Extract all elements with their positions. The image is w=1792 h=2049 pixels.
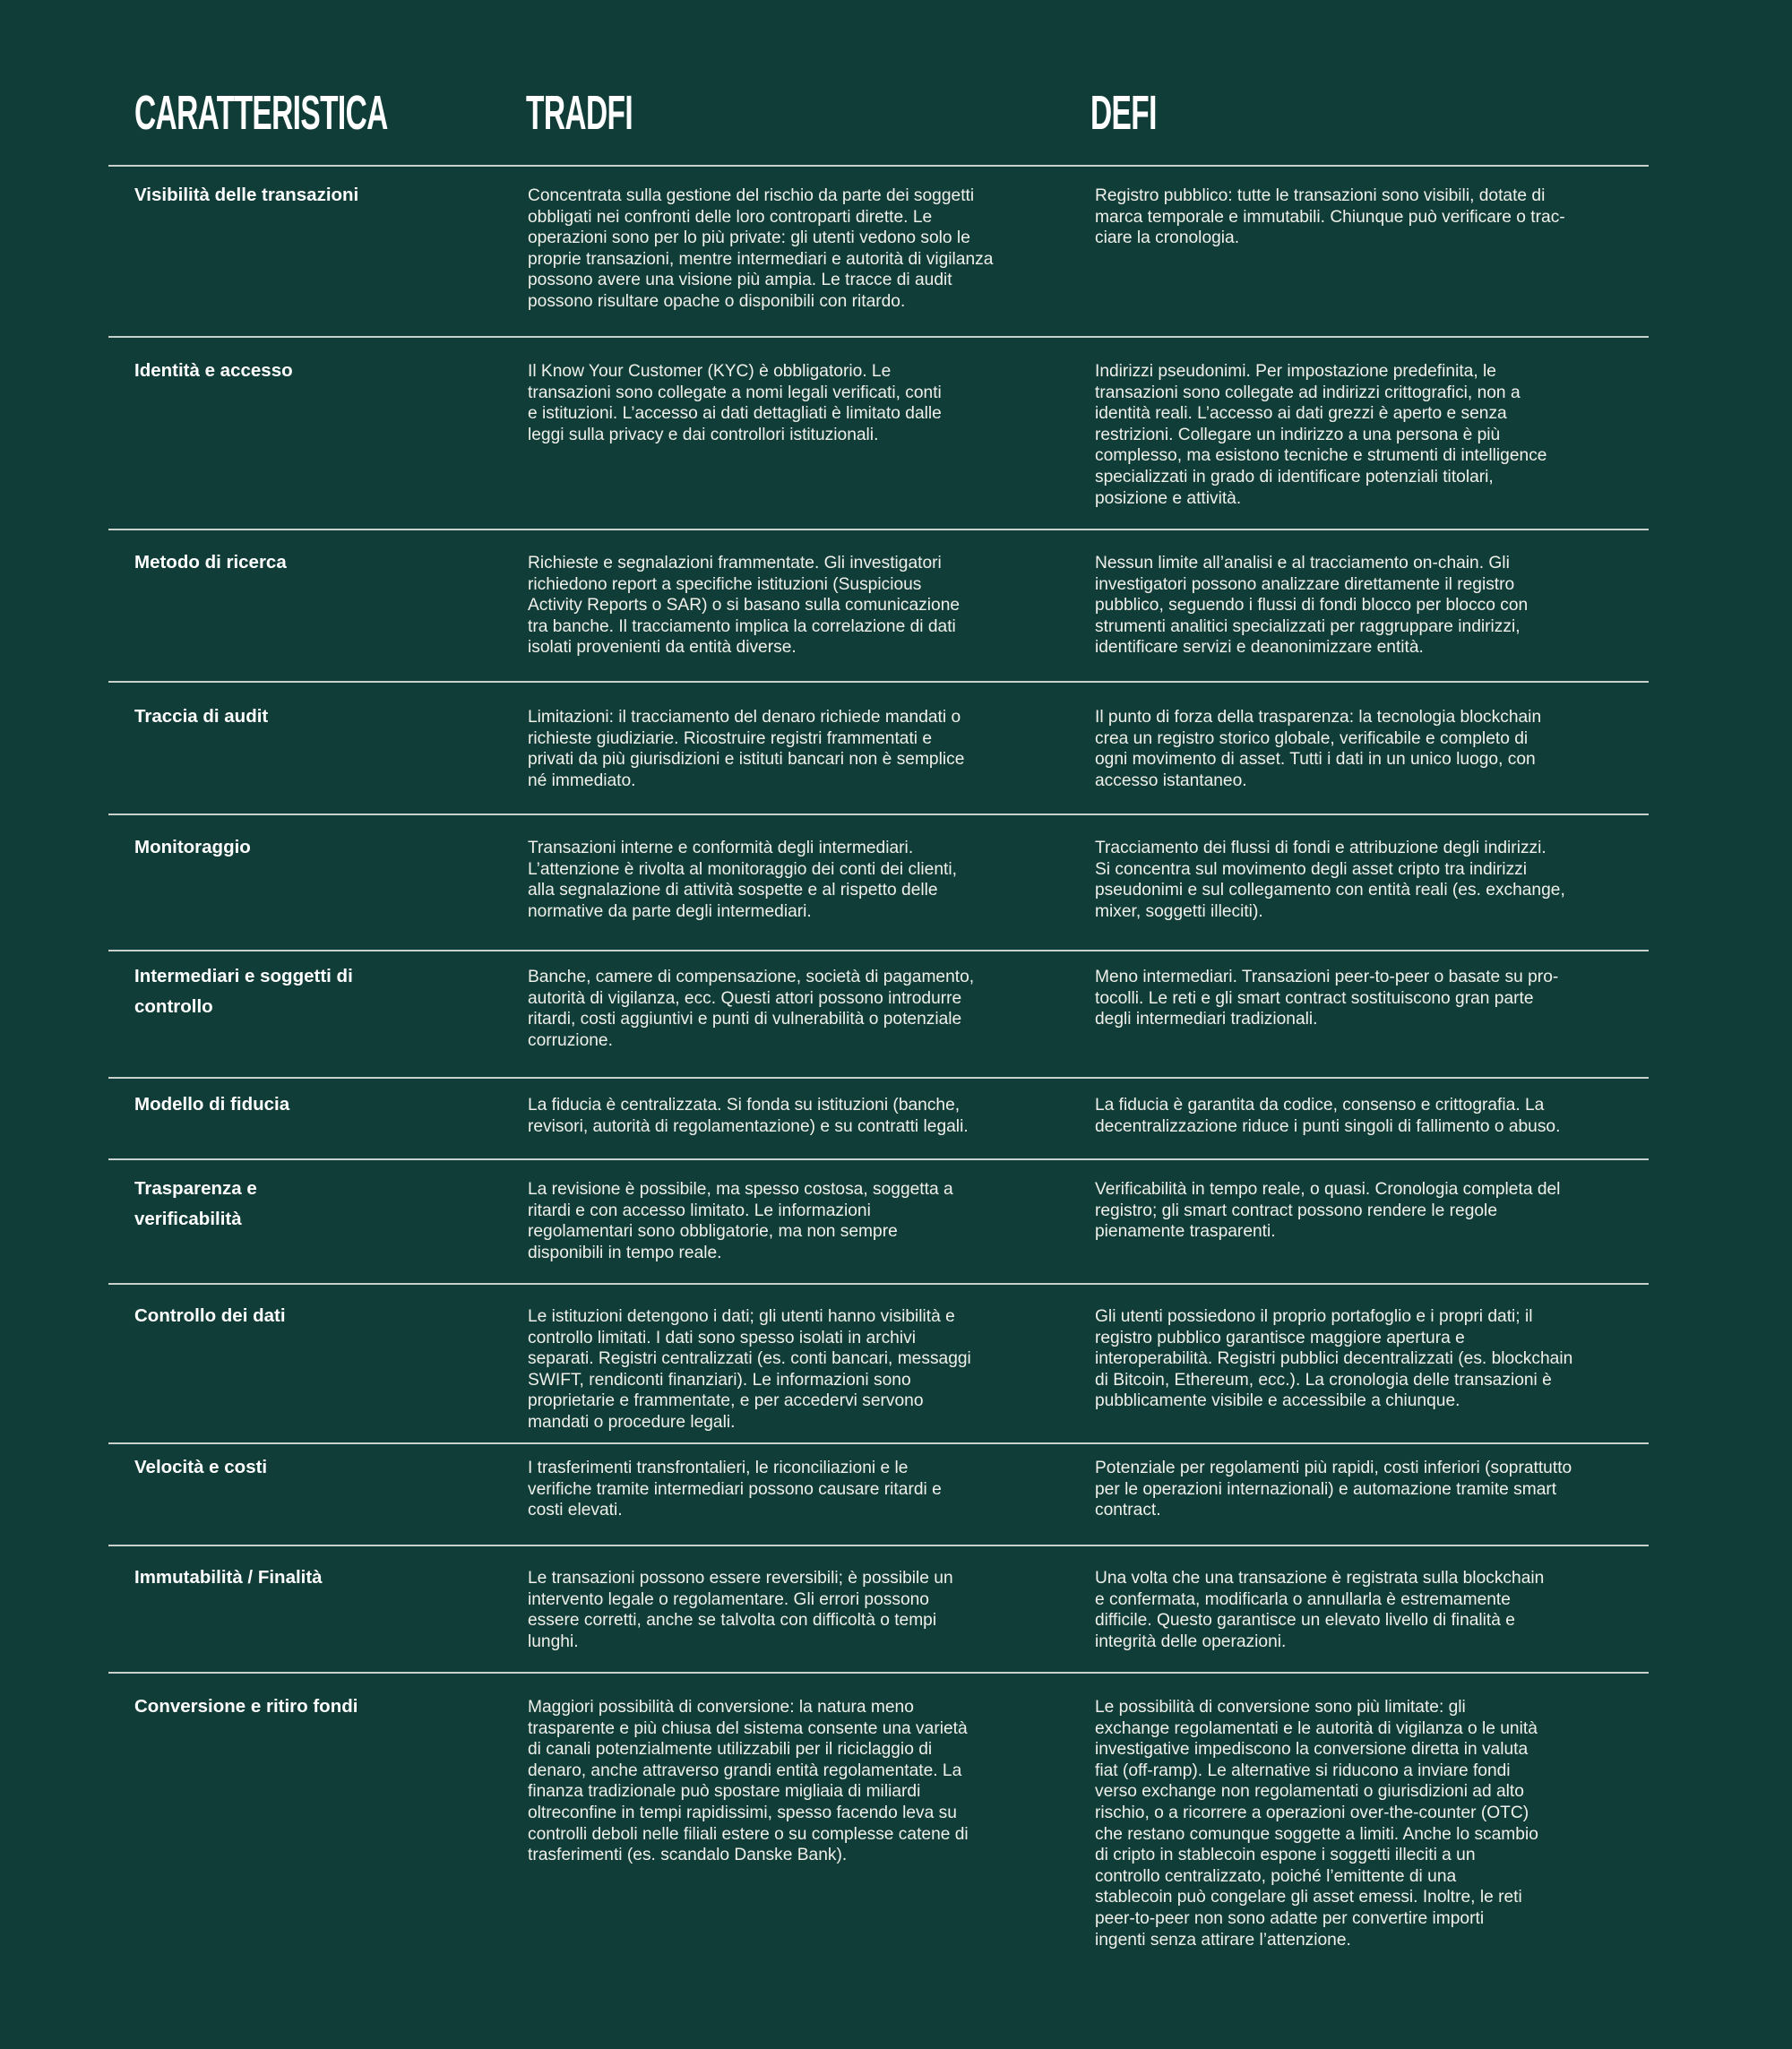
defi-text-line: fiat (off-ramp). Le alternative si riducono a inviare fondi — [1095, 1761, 1511, 1780]
feature-cell: Identità e accesso — [134, 360, 293, 381]
feature-cell: Modello di fiducia — [134, 1094, 290, 1115]
defi-text-line: contract. — [1095, 1501, 1161, 1520]
defi-text-line: Registro pubblico: tutte le transazioni sono visibili, dotate di — [1095, 186, 1546, 205]
defi-cell — [1095, 1568, 1633, 1652]
feature-cell: Velocità e costi — [134, 1457, 268, 1477]
defi-cell — [1095, 707, 1633, 791]
defi-text-line: verso exchange non regolamentati o giurisdizioni ad alto — [1095, 1782, 1524, 1802]
defi-text-line: crea un registro storico globale, verificabile e completo di — [1095, 728, 1529, 748]
tradfi-text-line: tra banche. Il tracciamento implica la correlazione di dati — [528, 616, 956, 636]
tradfi-cell — [528, 1697, 1056, 1866]
defi-text-line: Si concentra sul movimento degli asset cripto tra indirizzi — [1095, 859, 1528, 879]
defi-text-line: identità reali. L’accesso ai dati grezzi è aperto e senza — [1095, 404, 1507, 424]
tradfi-text-line: Maggiori possibilità di conversione: la natura meno — [528, 1698, 914, 1717]
defi-text-line: ciare la cronologia. — [1095, 228, 1240, 248]
defi-cell — [1095, 1458, 1633, 1521]
tradfi-text-line: I trasferimenti transfrontalieri, le riconciliazioni e le — [528, 1459, 909, 1477]
defi-text-line: ingenti senza attirare l’attenzione. — [1095, 1930, 1351, 1950]
defi-cell — [1095, 553, 1633, 659]
defi-text-line: investigative impediscono la conversione diretta in valuta — [1095, 1740, 1529, 1760]
tradfi-text-line: corruzione. — [528, 1030, 613, 1050]
tradfi-text-line: leggi sulla privacy e dai controllori istituzionali. — [528, 425, 879, 444]
feature-cell: Controllo dei dati — [134, 1305, 286, 1326]
tradfi-cell — [528, 1095, 1056, 1137]
row-divider — [108, 1545, 1649, 1546]
defi-text-line: complesso, ma esistono tecniche e strumenti di intelligence — [1095, 446, 1547, 466]
defi-text-line: Le possibilità di conversione sono più limitate: gli — [1095, 1698, 1466, 1717]
defi-text-line: strumenti analitici specializzati per raggruppare indirizzi, — [1095, 616, 1521, 636]
defi-text-line: Gli utenti possiedono il proprio portafoglio e i propri dati; il — [1095, 1307, 1533, 1326]
defi-text-line: registro; gli smart contract possono rendere le regole — [1095, 1201, 1497, 1220]
tradfi-text-line: L’attenzione è rivolta al monitoraggio dei conti dei clienti, — [528, 859, 957, 879]
feature-cell: Intermediari e soggetti di controllo — [134, 966, 353, 1017]
defi-cell — [1095, 1095, 1633, 1137]
tradfi-text-line: proprietarie e frammentate, e per accedervi servono — [528, 1391, 924, 1411]
row-divider — [108, 336, 1649, 338]
row-divider — [108, 814, 1649, 815]
row-divider — [108, 1158, 1649, 1160]
tradfi-cell — [528, 361, 1056, 445]
defi-text-line: Potenziale per regolamenti più rapidi, costi inferiori (soprattutto — [1095, 1459, 1572, 1477]
feature-cell: Visibilità delle transazioni — [134, 185, 359, 205]
tradfi-text-line: denaro, anche attraverso grandi entità regolamentate. La — [528, 1761, 962, 1780]
tradfi-text-line: Il Know Your Customer (KYC) è obbligatorio. Le — [528, 362, 892, 381]
tradfi-text-line: controllo limitati. I dati sono spesso isolati in archivi — [528, 1328, 916, 1347]
tradfi-text-line: richieste giudiziarie. Ricostruire registri frammentati e — [528, 728, 933, 748]
defi-text-line: accesso istantaneo. — [1095, 771, 1247, 790]
tradfi-text-line: Le istituzioni detengono i dati; gli utenti hanno visibilità e — [528, 1307, 955, 1326]
defi-text-line: Il punto di forza della trasparenza: la tecnologia blockchain — [1095, 708, 1542, 727]
tradfi-text-line: né immediato. — [528, 771, 636, 790]
tradfi-text-line: SWIFT, rendiconti finanziari). Le informazioni sono — [528, 1370, 911, 1390]
defi-text-line: pubblicamente visibile e accessibile a chiunque. — [1095, 1391, 1460, 1411]
tradfi-cell — [528, 553, 1056, 659]
tradfi-text-line: ritardi e con accesso limitato. Le informazioni — [528, 1201, 871, 1220]
tradfi-text-line: Limitazioni: il tracciamento del denaro richiede mandati o — [528, 708, 961, 727]
row-divider — [108, 1442, 1649, 1444]
defi-text-line: Una volta che una transazione è registrata sulla blockchain — [1095, 1569, 1545, 1588]
tradfi-text-line: transazioni sono collegate a nomi legali verificati, conti — [528, 383, 942, 402]
defi-text-line: pubblico, seguendo i flussi di fondi blocco per blocco con — [1095, 596, 1529, 616]
defi-text-line: mixer, soggetti illeciti). — [1095, 901, 1263, 921]
tradfi-cell — [528, 707, 1056, 791]
tradfi-text-line: Le transazioni possono essere reversibili; è possibile un — [528, 1569, 953, 1588]
defi-text-line: Nessun limite all’analisi e al tracciamento on-chain. Gli — [1095, 554, 1510, 573]
defi-cell — [1095, 1697, 1633, 1950]
defi-text-line: Meno intermediari. Transazioni peer-to-peer o basate su pro- — [1095, 968, 1559, 986]
defi-text-line: di cripto in stablecoin espone i soggetti illeciti a un — [1095, 1846, 1476, 1865]
tradfi-text-line: richiedono report a specifiche istituzioni (Suspicious — [528, 574, 922, 594]
defi-text-line: integrità delle operazioni. — [1095, 1631, 1287, 1651]
defi-text-line: ogni movimento di asset. Tutti i dati in un unico luogo, con — [1095, 750, 1536, 770]
defi-cell — [1095, 838, 1633, 922]
tradfi-text-line: possono risultare opache o disponibili con ritardo. — [528, 291, 906, 311]
tradfi-text-line: privati da più giurisdizioni e istituti bancari non è semplice — [528, 750, 965, 770]
defi-text-line: exchange regolamentati e le autorità di vigilanza o le unità — [1095, 1718, 1538, 1738]
defi-cell — [1095, 1306, 1633, 1412]
defi-text-line: degli intermediari tradizionali. — [1095, 1010, 1318, 1029]
tradfi-text-line: Banche, camere di compensazione, società di pagamento, — [528, 968, 975, 986]
tradfi-text-line: ritardi, costi aggiuntivi e punti di vulnerabilità o potenziale — [528, 1010, 962, 1029]
tradfi-text-line: trasferimenti (es. scandalo Danske Bank). — [528, 1846, 848, 1865]
tradfi-text-line: autorità di vigilanza, ecc. Questi attori possono introdurre — [528, 988, 962, 1008]
tradfi-text-line: La revisione è possibile, ma spesso costosa, soggetta a — [528, 1180, 953, 1199]
feature-cell: Conversione e ritiro fondi — [134, 1696, 358, 1717]
column-header-feature: CARATTERISTICA — [134, 86, 388, 140]
tradfi-cell — [528, 185, 1056, 313]
tradfi-text-line: separati. Registri centralizzati (es. conti bancari, messaggi — [528, 1349, 971, 1369]
defi-text-line: Tracciamento dei flussi di fondi e attribuzione degli indirizzi. — [1095, 839, 1546, 857]
tradfi-text-line: revisori, autorità di regolamentazione) e su contratti legali. — [528, 1116, 969, 1136]
tradfi-text-line: e istituzioni. L’accesso ai dati dettagliati è limitato dalle — [528, 404, 942, 424]
defi-cell — [1095, 1179, 1633, 1243]
tradfi-text-line: lunghi. — [528, 1631, 579, 1651]
tradfi-text-line: verifiche tramite intermediari possono causare ritardi e — [528, 1479, 942, 1499]
feature-cell: Trasparenza e verificabilità — [134, 1178, 257, 1229]
defi-text-line: transazioni sono collegate ad indirizzi crittografici, non a — [1095, 383, 1521, 402]
column-header-defi: DEFI — [1090, 86, 1157, 140]
tradfi-text-line: oltreconfine in tempi rapidissimi, spesso facendo leva su — [528, 1803, 957, 1822]
tradfi-cell — [528, 1179, 1056, 1263]
feature-cell: Traccia di audit — [134, 706, 269, 727]
row-divider — [108, 1283, 1649, 1285]
tradfi-text-line: Activity Reports o SAR) o si basano sulla comunicazione — [528, 596, 961, 616]
tradfi-cell — [528, 838, 1056, 922]
tradfi-cell — [528, 1306, 1056, 1433]
row-divider — [108, 681, 1649, 683]
defi-text-line: investigatori possono analizzare direttamente il registro — [1095, 574, 1515, 594]
defi-text-line: La fiducia è garantita da codice, consenso e crittografia. La — [1095, 1096, 1545, 1115]
row-divider — [108, 1077, 1649, 1079]
defi-text-line: difficile. Questo garantisce un elevato livello di finalità e — [1095, 1611, 1515, 1631]
tradfi-text-line: intervento legale o regolamentare. Gli errori possono — [528, 1589, 929, 1609]
tradfi-text-line: Concentrata sulla gestione del rischio da parte dei soggetti — [528, 186, 975, 205]
defi-cell — [1095, 185, 1633, 249]
defi-text-line: restrizioni. Collegare un indirizzo a una persona è più — [1095, 425, 1501, 444]
tradfi-text-line: essere corretti, anche se talvolta con difficoltà o tempi — [528, 1611, 937, 1631]
defi-text-line: e confermata, modificarla o annullarla è estremamente — [1095, 1589, 1511, 1609]
feature-cell: Monitoraggio — [134, 837, 251, 857]
tradfi-text-line: possono avere una visione più ampia. Le tracce di audit — [528, 271, 952, 290]
tradfi-text-line: isolati provenienti da entità diverse. — [528, 638, 797, 658]
tradfi-text-line: alla segnalazione di attività sospette e al rispetto delle — [528, 881, 938, 900]
tradfi-text-line: finanza tradizionale può spostare migliaia di miliardi — [528, 1782, 921, 1802]
tradfi-text-line: regolamentari sono obbligatorie, ma non sempre — [528, 1222, 898, 1242]
tradfi-cell — [528, 1568, 1056, 1652]
defi-cell — [1095, 967, 1633, 1030]
defi-text-line: identificare servizi e deanonimizzare entità. — [1095, 638, 1424, 658]
tradfi-text-line: obbligati nei confronti delle loro controparti dirette. Le — [528, 207, 933, 227]
tradfi-text-line: operazioni sono per lo più private: gli utenti vedono solo le — [528, 228, 970, 248]
defi-text-line: per le operazioni internazionali) e automazione tramite smart — [1095, 1479, 1557, 1499]
tradfi-text-line: La fiducia è centralizzata. Si fonda su istituzioni (banche, — [528, 1096, 961, 1115]
row-divider — [108, 1672, 1649, 1674]
defi-text-line: posizione e attività. — [1095, 488, 1242, 508]
defi-text-line: tocolli. Le reti e gli smart contract sostituiscono gran parte — [1095, 988, 1534, 1008]
tradfi-cell — [528, 967, 1056, 1051]
defi-text-line: pienamente trasparenti. — [1095, 1222, 1276, 1242]
defi-text-line: decentralizzazione riduce i punti singoli di fallimento o abuso. — [1095, 1116, 1561, 1136]
tradfi-text-line: trasparente e più chiusa del sistema consente una varietà — [528, 1718, 968, 1738]
defi-text-line: rischio, o a ricorrere a operazioni over-the-counter (OTC) — [1095, 1803, 1529, 1822]
feature-cell: Immutabilità / Finalità — [134, 1567, 323, 1588]
defi-text-line: Indirizzi pseudonimi. Per impostazione predefinita, le — [1095, 362, 1496, 381]
tradfi-text-line: Transazioni interne e conformità degli intermediari. — [528, 839, 914, 857]
tradfi-text-line: disponibili in tempo reale. — [528, 1243, 722, 1262]
tradfi-text-line: Richieste e segnalazioni frammentate. Gli investigatori — [528, 554, 942, 573]
tradfi-text-line: proprie transazioni, mentre intermediari e autorità di vigilanza — [528, 249, 994, 269]
tradfi-text-line: normative da parte degli intermediari. — [528, 901, 812, 921]
defi-text-line: marca temporale e immutabili. Chiunque può verificare o trac- — [1095, 207, 1565, 227]
defi-text-line: pseudonimi e sul collegamento con entità reali (es. exchange, — [1095, 881, 1565, 900]
row-divider — [108, 950, 1649, 951]
tradfi-cell — [528, 1458, 1056, 1521]
defi-text-line: interoperabilità. Registri pubblici decentralizzati (es. blockchain — [1095, 1349, 1573, 1369]
defi-cell — [1095, 361, 1633, 509]
defi-text-line: stablecoin può congelare gli asset emessi. Inoltre, le reti — [1095, 1888, 1522, 1907]
defi-text-line: Verificabilità in tempo reale, o quasi. Cronologia completa del — [1095, 1180, 1561, 1199]
tradfi-text-line: di canali potenzialmente utilizzabili per il riciclaggio di — [528, 1740, 933, 1760]
tradfi-text-line: mandati o procedure legali. — [528, 1412, 736, 1432]
defi-text-line: controllo centralizzato, poiché l’emittente di una — [1095, 1866, 1457, 1886]
defi-text-line: peer-to-peer non sono adatte per convertire importi — [1095, 1908, 1485, 1928]
defi-text-line: di Bitcoin, Ethereum, ecc.). La cronologia delle transazioni è — [1095, 1370, 1552, 1390]
defi-text-line: specializzati in grado di identificare potenziali titolari, — [1095, 467, 1494, 486]
header-divider — [108, 165, 1649, 167]
defi-text-line: che restano comunque soggette a limiti. Anche lo scambio — [1095, 1824, 1538, 1844]
tradfi-text-line: controlli deboli nelle filiali estere o su complesse catene di — [528, 1824, 969, 1844]
column-header-tradfi: TRADFI — [526, 86, 633, 140]
feature-cell: Metodo di ricerca — [134, 552, 287, 573]
row-divider — [108, 529, 1649, 530]
tradfi-text-line: costi elevati. — [528, 1501, 623, 1520]
defi-text-line: registro pubblico garantisce maggiore apertura e — [1095, 1328, 1465, 1347]
